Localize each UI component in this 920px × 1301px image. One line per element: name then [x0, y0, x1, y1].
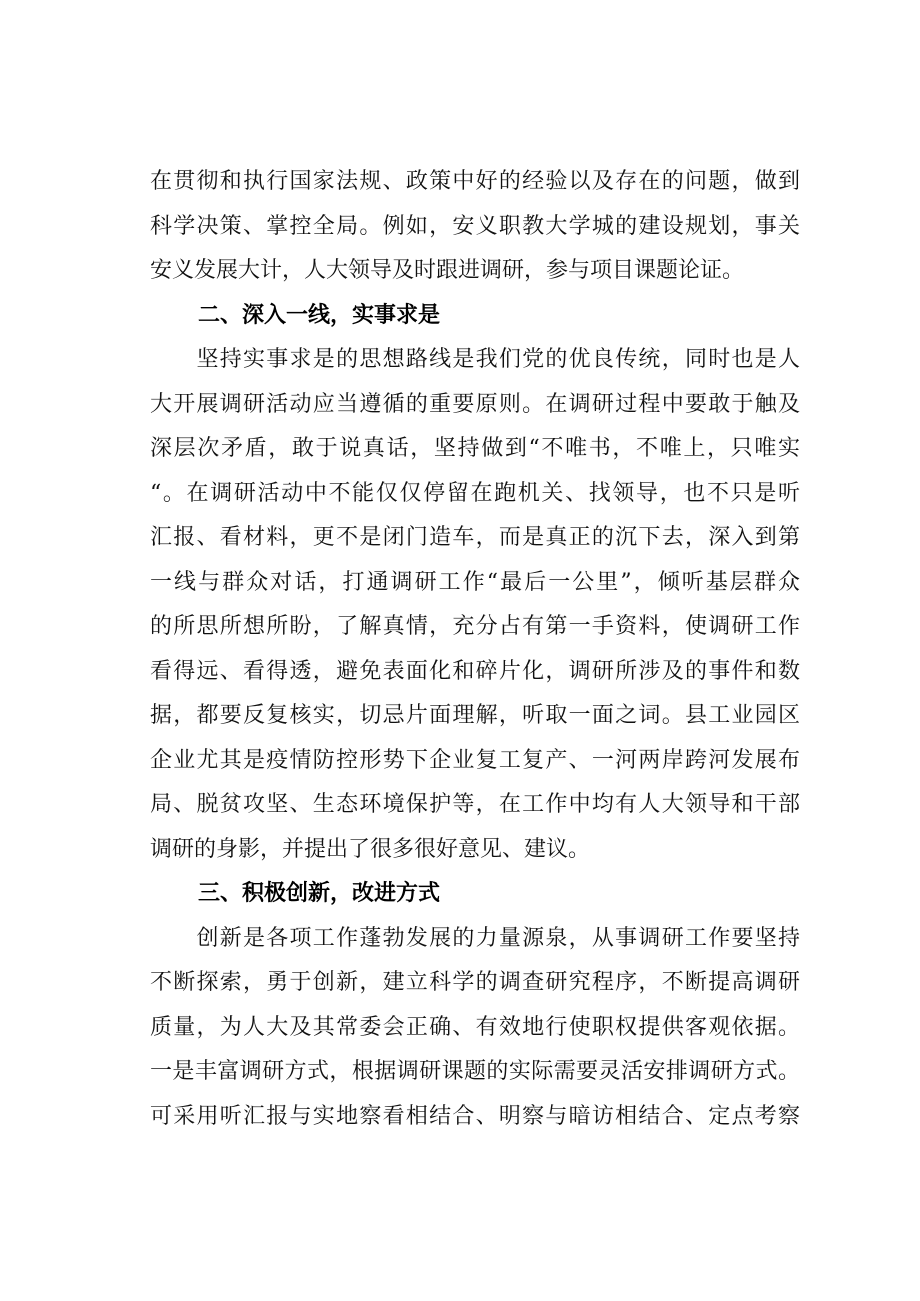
section3-paragraph: [150, 917, 800, 1140]
text-line: 质量，为人大及其常委会正确、有效地行使职权提供客观依据。: [150, 1014, 800, 1040]
text-line: 的所思所想所盼，了解真情，充分占有第一手资料，使调研工作: [150, 614, 800, 639]
text-line: 不断探索，勇于创新，建立科学的调查研究程序，不断提高调研: [150, 970, 800, 995]
text-line: 深层次矛盾，敢于说真话，坚持做到“不唯书，不唯上，只唯实: [150, 436, 800, 461]
text-line: 看得远、看得透，避免表面化和碎片化，调研所涉及的事件和数: [150, 658, 800, 684]
text-line: 企业尤其是疫情防控形势下企业复工复产、一河两岸跨河发展布: [150, 747, 800, 773]
text-line: “。在调研活动中不能仅仅停留在跑机关、找领导，也不只是听: [150, 480, 800, 506]
section2-paragraph: [150, 338, 800, 872]
text-line: 汇报、看材料，更不是闭门造车，而是真正的沉下去，深入到第: [150, 525, 800, 550]
text-line: 局、脱贫攻坚、生态环境保护等，在工作中均有人大领导和干部: [150, 792, 800, 817]
text-line: 科学决策、掌控全局。例如，安义职教大学城的建设规划，事关: [150, 213, 800, 239]
text-line: 可采用听汇报与实地察看相结合、明察与暗访相结合、定点考察: [150, 1103, 800, 1129]
text-line: 一线与群众对话，打通调研工作“最后一公里”，倾听基层群众: [150, 569, 800, 595]
text-line: 调研的身影，并提出了很多很好意见、建议。: [150, 836, 591, 862]
text-line: 据，都要反复核实，切忌片面理解，听取一面之词。县工业园区: [150, 703, 800, 728]
text-line: 安义发展大计，人大领导及时跟进调研，参与项目课题论证。: [150, 258, 745, 283]
text-line: 在贯彻和执行国家法规、政策中好的经验以及存在的问题，做到: [150, 169, 800, 194]
text-line: 坚持实事求是的思想路线是我们党的优良传统，同时也是人: [150, 347, 800, 372]
text-line: 一是丰富调研方式，根据调研课题的实际需要灵活安排调研方式。: [150, 1059, 800, 1084]
section-heading-2: 二、深入一线，实事求是: [198, 302, 441, 328]
text-line: 大开展调研活动应当遵循的重要原则。在调研过程中要敢于触及: [150, 391, 800, 417]
intro-paragraph: [150, 160, 800, 294]
document-body: [150, 160, 800, 1139]
section-heading-3: 三、积极创新，改进方式: [198, 881, 441, 906]
text-line: 创新是各项工作蓬勃发展的力量源泉，从事调研工作要坚持: [150, 925, 800, 951]
